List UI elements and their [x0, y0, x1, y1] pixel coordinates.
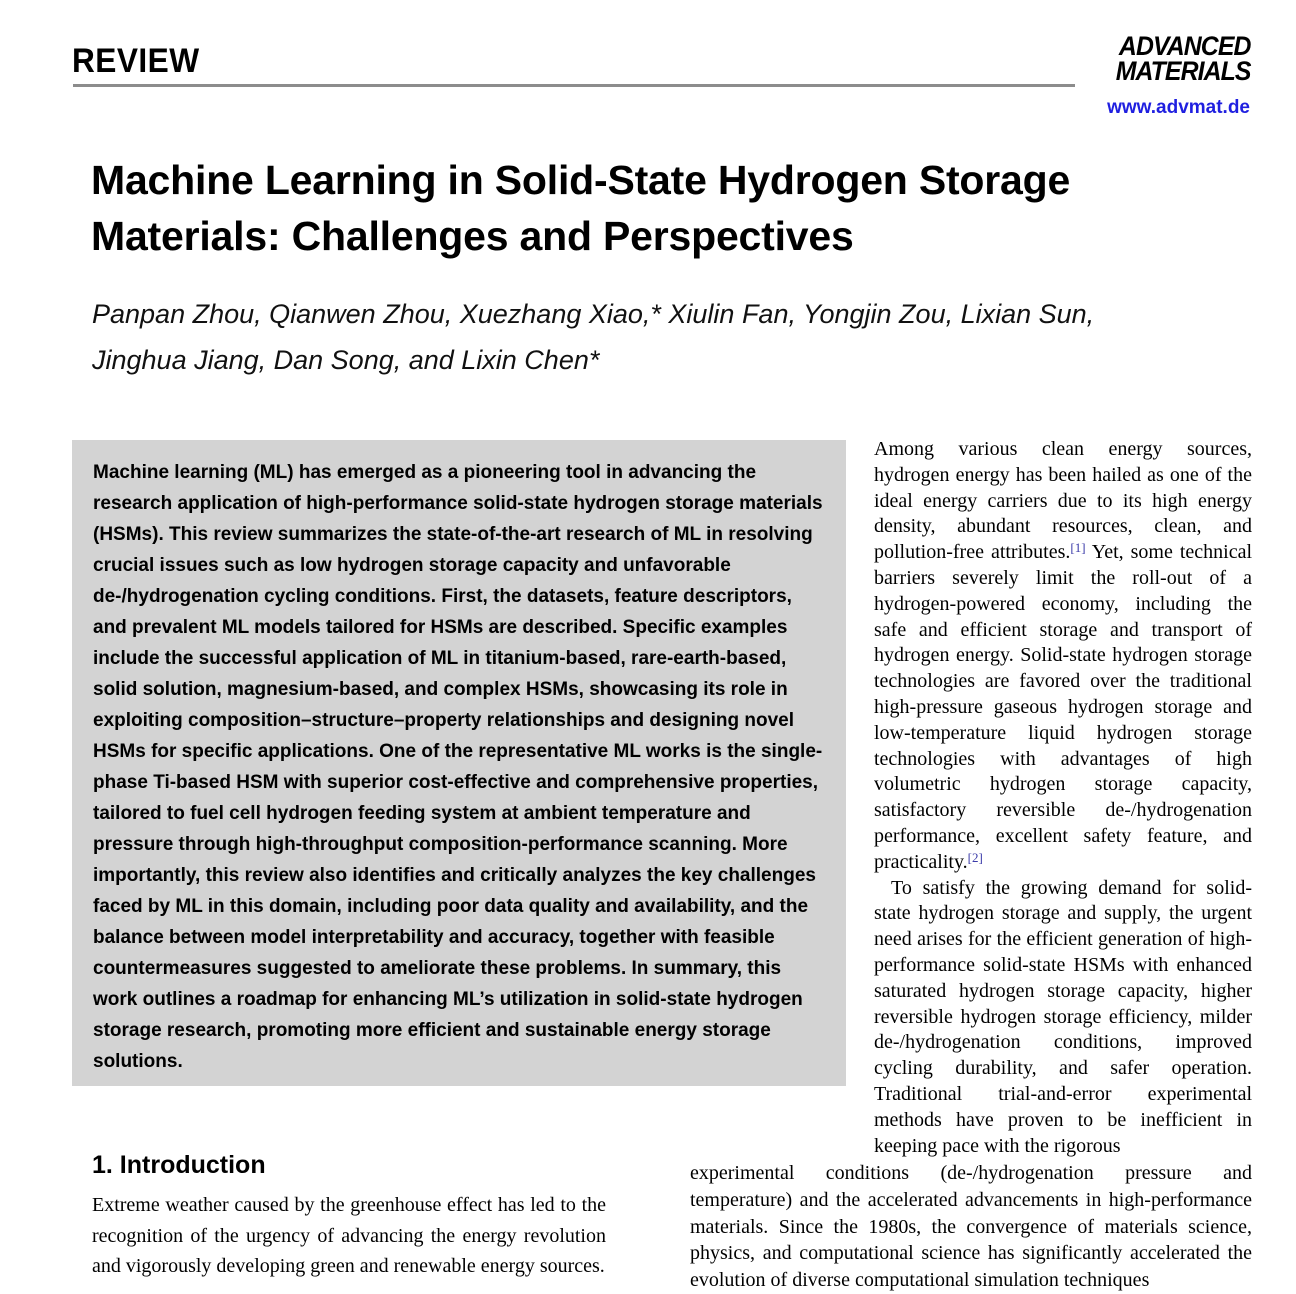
journal-logo-line2: MATERIALS	[1115, 56, 1250, 86]
journal-logo-line1: ADVANCED	[1118, 31, 1250, 61]
journal-url-link[interactable]: www.advmat.de	[1107, 97, 1250, 118]
article-title-line1: Machine Learning in Solid-State Hydrogen Storage	[91, 157, 1071, 203]
citation-ref-1[interactable]: [1]	[1070, 540, 1086, 556]
abstract-text: Machine learning (ML) has emerged as a pioneering tool in advancing the research application of high-performance solid-state hydrogen storage materials (HSMs). This review summarizes the state-of-the-art research of ML in resolving crucial issues such as low hydrogen storage capacity and unfavorable de-/hydrogenation cycling conditions. First, the datasets, feature descriptors, and prevalent ML models tailored for HSMs are described. Specific examples include the successful application of ML in titanium-based, rare-earth-based, solid solution, magnesium-based, and complex HSMs, showcasing its role in exploiting composition–structure–property relationships and designing novel HSMs for specific applications. One of the representative ML works is the single-phase Ti-based HSM with superior cost-effective and comprehensive properties, tailored to fuel cell hydrogen feeding system at ambient temperature and pressure through high-throughput composition-performance scanning. More importantly, this review also identifies and critically analyzes the key challenges faced by ML in this domain, including poor data quality and availability, and the balance between model interpretability and accuracy, together with feasible countermeasures suggested to ameliorate these problems. In summary, this work outlines a roadmap for enhancing ML’s utilization in solid-state hydrogen storage research, promoting more efficient and sustainable energy storage solutions.	[93, 462, 823, 1072]
body-paragraph-1	[874, 437, 1252, 876]
section-heading-introduction: 1. Introduction	[92, 1151, 266, 1179]
journal-logo	[1115, 31, 1250, 86]
author-list-line2: Jinghua Jiang, Dan Song, and Lixin Chen*	[92, 345, 600, 375]
author-list	[92, 291, 1094, 383]
author-list-line1: Panpan Zhou, Qianwen Zhou, Xuezhang Xiao,* Xiulin Fan, Yongjin Zou, Lixian Sun,	[92, 299, 1095, 329]
article-title-line2: Materials: Challenges and Perspectives	[91, 213, 854, 259]
abstract-box	[72, 440, 846, 1086]
article-title	[91, 152, 1070, 264]
header-rule	[73, 84, 1075, 87]
paragraph-1-text-b: Yet, some technical barriers severely limit the roll-out of a hydrogen-powered economy, including the safe and efficient storage and transport of hydrogen energy. Solid-state hydrogen storage technologies are favored over the traditional high-pressure gaseous hydrogen storage and low-temperature liquid hydrogen storage technologies with advantages of high volumetric hydrogen storage capacity, satisfactory reversible de-/hydrogenation performance, excellent safety feature, and practicality.	[874, 541, 1253, 873]
paragraph-1-text-a: Among various clean energy sources, hydrogen energy has been hailed as one of the ideal energy carriers due to its high energy density, abundant resources, clean, and pollution-free attributes.	[874, 438, 1252, 564]
introduction-paragraph: Extreme weather caused by the greenhouse effect has led to the recognition of the urgency of advancing the energy revolution and vigorously developing green and renewable energy sources.	[92, 1194, 606, 1277]
body-paragraph-2-continued: experimental conditions (de-/hydrogenation pressure and temperature) and the accelerated advancements in high-performance materials. Since the 1980s, the convergence of materials science, physics, and computational science has significantly accelerated the evolution of diverse computational simulation techniques	[690, 1162, 1252, 1292]
article-type-label: REVIEW	[72, 42, 200, 80]
citation-ref-2[interactable]: [2]	[967, 849, 983, 865]
body-column-right	[874, 437, 1252, 1159]
body-paragraph-2: To satisfy the growing demand for solid-state hydrogen storage and supply, the urgent need arises for the efficient generation of high-performance solid-state HSMs with enhanced saturated hydrogen storage capacity, higher reversible hydrogen storage efficiency, milder de-/hydrogenation conditions, improved cycling durability, and safer operation. Traditional trial-and-error experimental methods have proven to be inefficient in keeping pace with the rigorous	[874, 876, 1252, 1157]
